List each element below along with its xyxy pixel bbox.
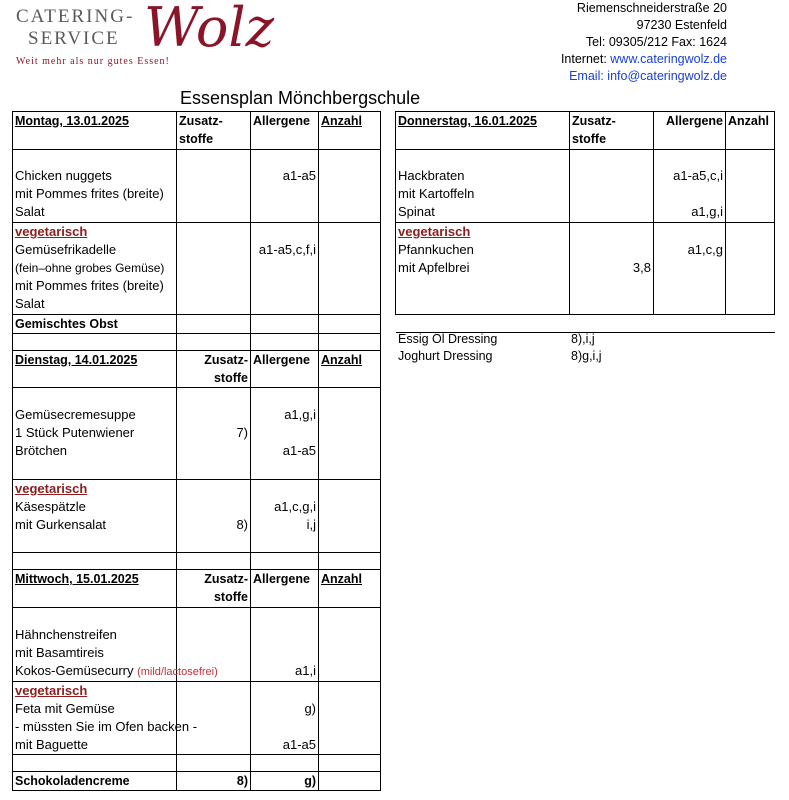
wednesday-meal-1-allergene: a1,i xyxy=(251,608,319,682)
monday-header-row xyxy=(13,112,381,150)
address-email: Email: info@cateringwolz.de xyxy=(569,69,727,83)
page-title: Essensplan Mönchbergschule xyxy=(180,88,421,108)
tuesday-meal-1-zusatz: 7) xyxy=(177,388,251,480)
monday-extra: Gemischtes Obst xyxy=(13,315,177,334)
wednesday-dessert-row xyxy=(13,772,381,791)
thursday-meal-1: Hackbraten mit Kartoffeln Spinat xyxy=(396,150,570,223)
logo-line-2: SERVICE xyxy=(28,28,120,49)
dressing-item: Essig Öl Dressing 8),i,j xyxy=(398,332,595,346)
logo-tagline: Weit mehr als nur gutes Essen! xyxy=(16,56,170,67)
address-phone: Tel: 09305/212 Fax: 1624 xyxy=(585,35,727,49)
monday-meal-row xyxy=(13,150,381,223)
company-address xyxy=(561,0,727,85)
monday-day-label: Montag, 13.01.2025 xyxy=(13,112,177,150)
wednesday-header-row xyxy=(13,570,381,608)
dressing-list xyxy=(398,331,638,365)
address-internet: Internet: www.cateringwolz.de xyxy=(560,52,727,66)
thursday-meal-2-zusatz: 3,8 xyxy=(570,223,654,315)
tuesday-meal-2-anzahl[interactable] xyxy=(319,480,381,553)
tuesday-meal-2-zusatz: 8) xyxy=(177,480,251,553)
spacer-row xyxy=(13,334,381,351)
menu-table-right xyxy=(395,111,775,333)
tuesday-meal-1-allergene: a1,g,i a1-a5 xyxy=(251,388,319,480)
thursday-meal-2: vegetarisch Pfannkuchen mit Apfelbrei xyxy=(396,223,570,315)
monday-extra-anzahl[interactable] xyxy=(319,315,381,334)
email-link[interactable]: info@cateringwolz.de xyxy=(607,69,727,83)
website-link[interactable]: www.cateringwolz.de xyxy=(610,52,727,66)
monday-meal-2-anzahl[interactable] xyxy=(319,223,381,315)
anzahl-header: Anzahl xyxy=(319,351,381,388)
thursday-extra-row xyxy=(396,315,775,333)
tuesday-day-label: Dienstag, 14.01.2025 xyxy=(13,351,177,388)
tuesday-meal-2: vegetarisch Käsespätzle mit Gurkensalat xyxy=(13,480,177,553)
tuesday-meal-row xyxy=(13,388,381,480)
anzahl-header: Anzahl xyxy=(726,112,775,150)
wednesday-meal-1-anzahl[interactable] xyxy=(319,608,381,682)
wednesday-dessert: Schokoladencreme xyxy=(13,772,177,791)
dressing-item: Joghurt Dressing 8)g,i,j xyxy=(398,349,602,363)
tuesday-header-row xyxy=(13,351,381,388)
wednesday-meal-2: vegetarisch Feta mit Gemüse - müssten Sie im Ofen backen - mit Baguette xyxy=(13,682,177,755)
thursday-meal-row xyxy=(396,150,775,223)
monday-meal-1-anzahl[interactable] xyxy=(319,150,381,223)
allergene-header: Allergene xyxy=(251,112,319,150)
zusatz-header: Zusatz- stoffe xyxy=(177,351,251,388)
spacer-row xyxy=(13,755,381,772)
zusatz-header: Zusatz- stoffe xyxy=(177,570,251,608)
thursday-meal-2-allergene: a1,c,g xyxy=(654,223,726,315)
thursday-veg-row xyxy=(396,223,775,315)
anzahl-header: Anzahl xyxy=(319,570,381,608)
wednesday-dessert-allergene: g) xyxy=(251,772,319,791)
menu-table-left xyxy=(12,111,381,791)
tuesday-veg-row xyxy=(13,480,381,553)
monday-veg-row xyxy=(13,223,381,315)
thursday-meal-1-anzahl[interactable] xyxy=(726,150,775,223)
thursday-meal-1-allergene: a1-a5,c,i a1,g,i xyxy=(654,150,726,223)
address-street: Riemenschneiderstraße 20 xyxy=(576,1,727,15)
tuesday-meal-1: Gemüsecremesuppe 1 Stück Putenwiener Brötchen xyxy=(13,388,177,480)
tuesday-meal-2-allergene: a1,c,g,i i,j xyxy=(251,480,319,553)
allergene-header: Allergene xyxy=(251,351,319,388)
allergene-header: Allergene xyxy=(251,570,319,608)
monday-meal-2-allergene: a1-a5,c,f,i xyxy=(251,223,319,315)
logo-line-1: CATERING- xyxy=(16,6,135,27)
wednesday-dessert-anzahl[interactable] xyxy=(319,772,381,791)
thursday-day-label: Donnerstag, 16.01.2025 xyxy=(396,112,570,150)
wednesday-meal-2-anzahl[interactable] xyxy=(319,682,381,755)
allergene-header: Allergene xyxy=(654,112,726,150)
wednesday-meal-note: (mild/lactosefrei) xyxy=(137,666,218,678)
company-logo xyxy=(14,0,284,80)
wednesday-day-label: Mittwoch, 15.01.2025 xyxy=(13,570,177,608)
thursday-header-row xyxy=(396,112,775,150)
wednesday-meal-row xyxy=(13,608,381,682)
anzahl-header: Anzahl xyxy=(319,112,381,150)
zusatz-header: Zusatz- stoffe xyxy=(570,112,654,150)
monday-meal-2: vegetarisch Gemüsefrikadelle (fein–ohne grobes Gemüse) mit Pommes frites (breite) Salat xyxy=(13,223,177,315)
logo-script: Wolz xyxy=(144,0,275,59)
thursday-meal-2-anzahl[interactable] xyxy=(726,223,775,315)
tuesday-meal-1-anzahl[interactable] xyxy=(319,388,381,480)
zusatz-header: Zusatz- stoffe xyxy=(177,112,251,150)
address-city: 97230 Estenfeld xyxy=(636,18,727,32)
monday-meal-1: Chicken nuggets mit Pommes frites (breite) Salat xyxy=(13,150,177,223)
wednesday-meal-1: Hähnchenstreifen mit Basamtireis Kokos-Gemüsecurry (mild/lactosefrei) xyxy=(13,608,177,682)
wednesday-veg-row xyxy=(13,682,381,755)
wednesday-dessert-zusatz: 8) xyxy=(177,772,251,791)
spacer-row xyxy=(13,553,381,570)
monday-meal-1-allergene: a1-a5 xyxy=(251,150,319,223)
wednesday-meal-2-allergene: g) a1-a5 xyxy=(251,682,319,755)
monday-extra-row xyxy=(13,315,381,334)
